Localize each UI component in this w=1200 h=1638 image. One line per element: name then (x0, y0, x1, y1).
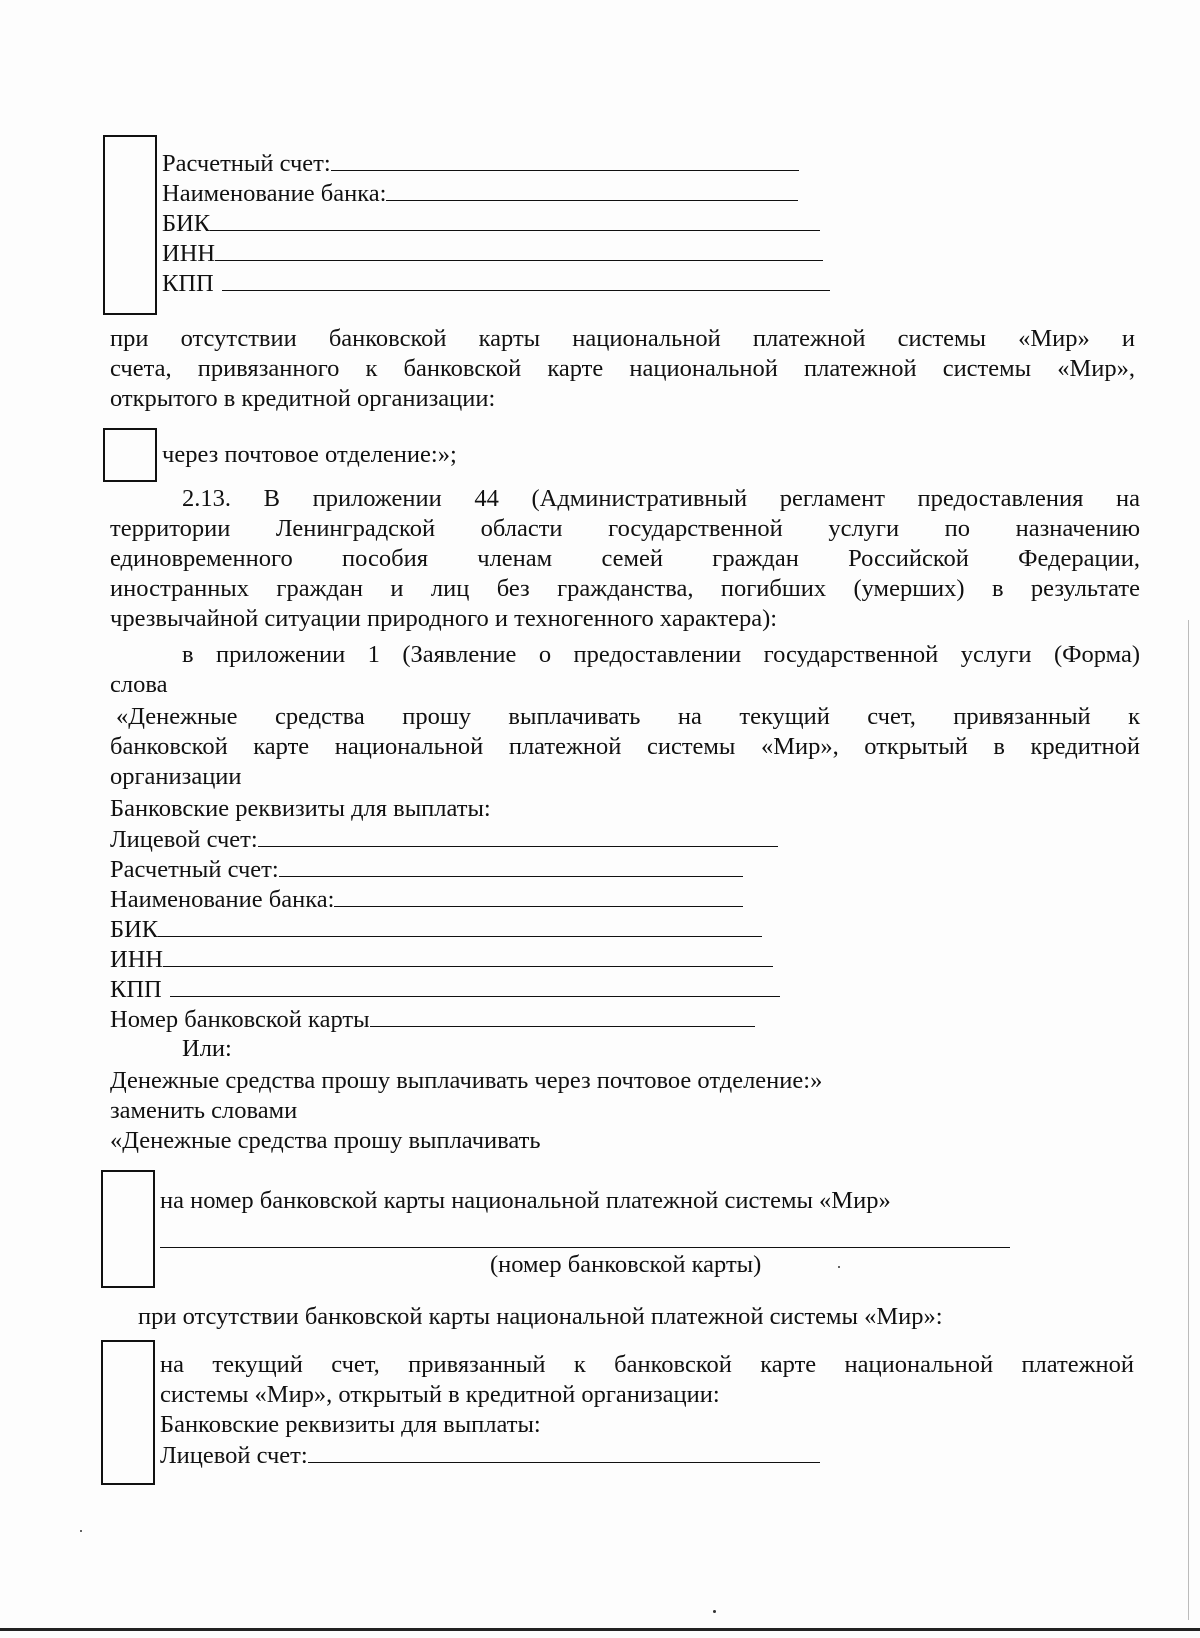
paragraph-line: 2.13. В приложении 44 (Административный регламент предоставления на (182, 485, 1140, 512)
bik-line[interactable] (210, 208, 820, 231)
bik-line[interactable] (158, 914, 762, 937)
settlement-account-field[interactable] (110, 854, 743, 885)
paragraph-line: в приложении 1 (Заявление о предоставлении государственной услуги (Форма) (182, 641, 1140, 668)
no-card-line: при отсутствии банковской карты национальной платежной системы «Мир»: (138, 1303, 943, 1330)
quote-old-wording (110, 702, 1140, 792)
paragraph-line: счета, привязанного к банковской карте национальной платежной системы «Мир», (110, 355, 1135, 382)
bank-name-line[interactable] (386, 178, 798, 201)
kpp-line[interactable] (222, 268, 830, 291)
personal-account-field[interactable] (110, 824, 778, 855)
paragraph-line: на текущий счет, привязанный к банковской карте национальной платежной (160, 1351, 1134, 1378)
settlement-account-line[interactable] (331, 148, 799, 171)
bik-field[interactable] (162, 208, 820, 239)
card-number-input-line[interactable] (160, 1247, 1010, 1248)
checkbox-card-number[interactable] (101, 1170, 155, 1288)
settlement-account-label: Расчетный счет: (110, 856, 279, 883)
account-personal-line[interactable] (308, 1440, 820, 1463)
bank-name-label: Наименование банка: (110, 886, 335, 913)
settlement-account-line[interactable] (279, 854, 743, 877)
section-2-13 (110, 484, 1140, 634)
scan-speck (838, 1266, 840, 1268)
post-office-option: через почтовое отделение:»; (162, 441, 457, 468)
checkbox-bank-requisites[interactable] (103, 135, 157, 315)
settlement-account-field[interactable] (162, 148, 799, 179)
post-office-line: Денежные средства прошу выплачивать через почтовое отделение:» (110, 1067, 823, 1094)
account-personal-label: Лицевой счет: (160, 1442, 308, 1469)
account-option-text (160, 1350, 1134, 1410)
card-number-label: Номер банковской карты (110, 1006, 370, 1033)
checkbox-current-account[interactable] (101, 1340, 155, 1485)
scan-speck (713, 1610, 716, 1613)
paragraph-line: открытого в кредитной организации: (110, 385, 496, 412)
bank-name-field[interactable] (110, 884, 743, 915)
account-requisites-title: Банковские реквизиты для выплаты: (160, 1411, 541, 1438)
paragraph-line: территории Ленинградской области государственной услуги по назначению (110, 515, 1140, 542)
new-wording-start: «Денежные средства прошу выплачивать (110, 1127, 541, 1154)
bik-label: БИК (110, 916, 159, 943)
card-option-label: на номер банковской карты национальной платежной системы «Мир» (160, 1187, 891, 1214)
paragraph-line: единовременного пособия членам семей граждан Российской Федерации, (110, 545, 1140, 572)
or-label: Или: (182, 1035, 232, 1062)
inn-field[interactable] (110, 944, 773, 975)
bik-field[interactable] (110, 914, 762, 945)
inn-field[interactable] (162, 238, 823, 269)
bik-label: БИК (162, 210, 211, 237)
bank-name-line[interactable] (334, 884, 743, 907)
inn-line[interactable] (215, 238, 823, 261)
appendix-1-paragraph (110, 640, 1140, 700)
scan-speck (80, 1530, 82, 1532)
kpp-line[interactable] (170, 974, 780, 997)
paragraph-line: «Денежные средства прошу выплачивать на текущий счет, привязанный к (116, 703, 1140, 730)
requisites-title: Банковские реквизиты для выплаты: (110, 795, 491, 822)
account-personal-field[interactable] (160, 1440, 820, 1471)
kpp-field[interactable] (162, 268, 830, 299)
inn-line[interactable] (163, 944, 773, 967)
paragraph-line: слова (110, 671, 168, 698)
checkbox-post-office[interactable] (103, 428, 157, 482)
kpp-label: КПП (110, 976, 162, 1003)
paragraph-line: банковской карте национальной платежной системы «Мир», открытый в кредитной (110, 733, 1140, 760)
paragraph-line: иностранных граждан и лиц без гражданства, погибших (умерших) в результате (110, 575, 1140, 602)
bank-name-field[interactable] (162, 178, 798, 209)
personal-account-label: Лицевой счет: (110, 826, 258, 853)
paragraph-line: организации (110, 763, 242, 790)
paragraph-line: при отсутствии банковской карты национальной платежной системы «Мир» и (110, 325, 1135, 352)
card-number-line[interactable] (370, 1004, 755, 1027)
replace-label: заменить словами (110, 1097, 298, 1124)
paragraph-line: системы «Мир», открытый в кредитной организации: (160, 1381, 720, 1408)
no-card-paragraph (110, 324, 1135, 414)
inn-label: ИНН (162, 240, 216, 267)
paragraph-line: чрезвычайной ситуации природного и техногенного характера): (110, 605, 778, 632)
scan-edge (1188, 620, 1189, 1620)
scan-bottom-edge (0, 1628, 1200, 1631)
personal-account-line[interactable] (258, 824, 778, 847)
inn-label: ИНН (110, 946, 164, 973)
bank-name-label: Наименование банка: (162, 180, 387, 207)
kpp-field[interactable] (110, 974, 780, 1005)
card-number-field[interactable] (110, 1004, 755, 1035)
kpp-label: КПП (162, 270, 214, 297)
settlement-account-label: Расчетный счет: (162, 150, 331, 177)
card-number-caption: (номер банковской карты) (490, 1251, 762, 1278)
